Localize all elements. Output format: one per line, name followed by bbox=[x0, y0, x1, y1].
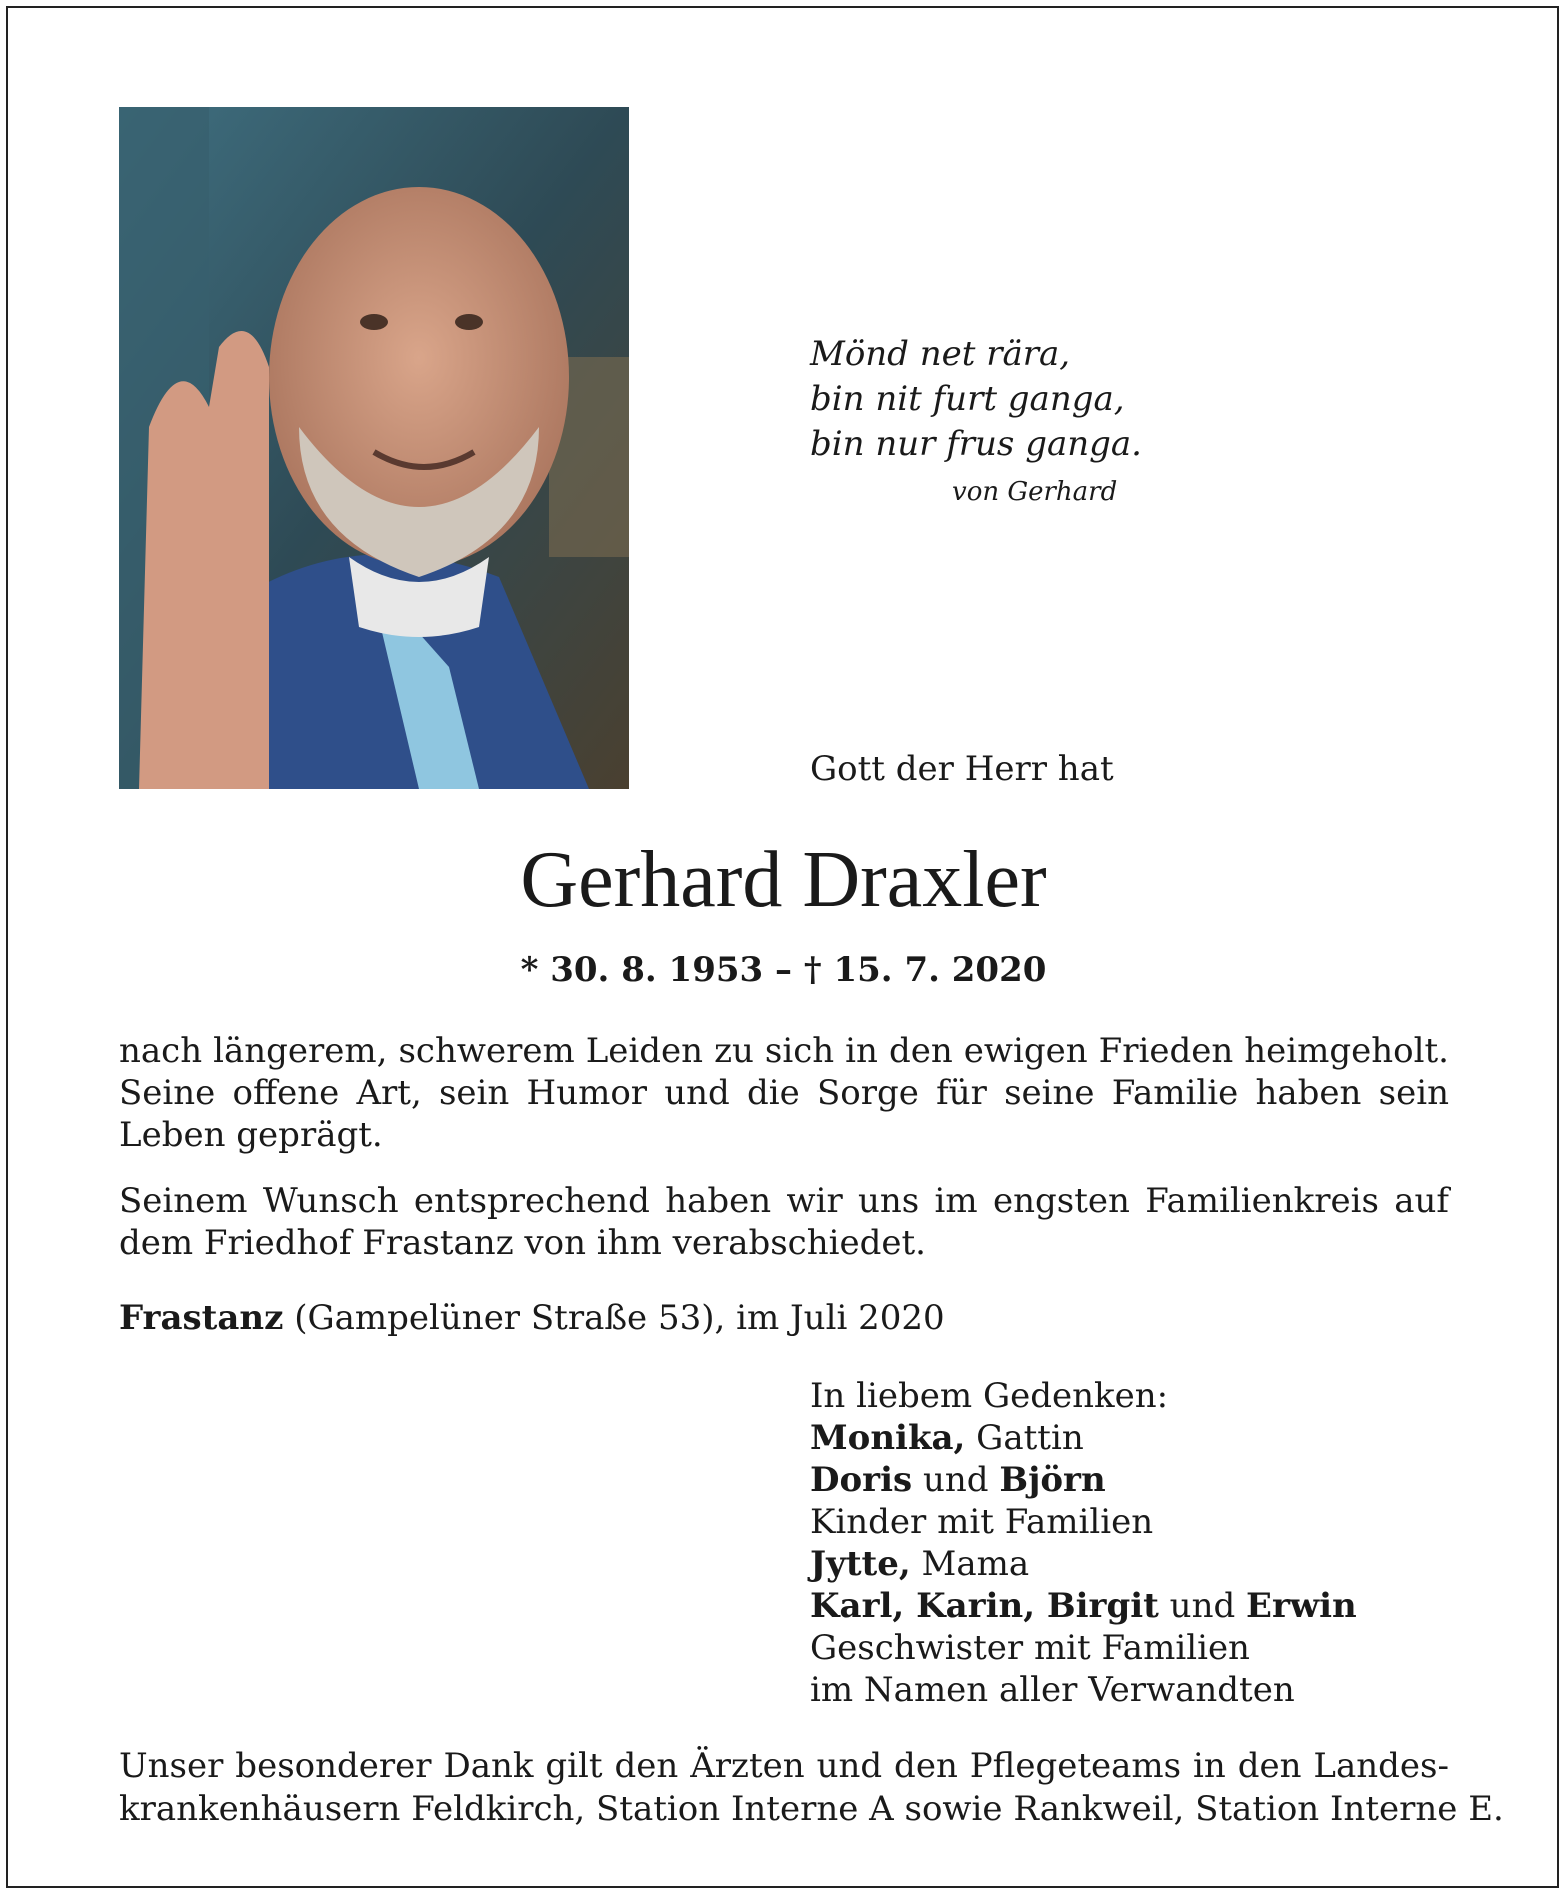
poem-line: bin nur frus ganga. bbox=[810, 424, 1142, 464]
mourner-entry: Jytte, Mama bbox=[810, 1544, 1030, 1584]
poem-line: Mönd net rära, bbox=[810, 334, 1071, 374]
mourners-list bbox=[810, 1375, 1357, 1711]
intro-text: Gott der Herr hat bbox=[810, 749, 1114, 789]
portrait-photo bbox=[119, 107, 629, 789]
poem bbox=[810, 332, 1142, 467]
body-paragraph: Seinem Wunsch entsprechend haben wir uns im engsten Familienkreis auf dem Friedhof Frastanz von ihm verabschiedet. bbox=[119, 1181, 1449, 1263]
deceased-name: Gerhard Draxler bbox=[520, 836, 1047, 924]
thanks-line: Unser besonderer Dank gilt den Ärzten und den Pflegeteams in den Landes- bbox=[119, 1746, 1449, 1786]
mourner-entry: Monika, Gattin bbox=[810, 1418, 1084, 1458]
body-paragraph: nach längerem, schwerem Leiden zu sich in den ewigen Frieden heimgeholt. Seine offene Art, sein Humor und die Sorge für seine Familie haben sein Leben geprägt. bbox=[119, 1031, 1449, 1155]
poem-author: von Gerhard bbox=[952, 477, 1118, 507]
mourner-entry: Karl, Karin, Birgit und Erwin bbox=[810, 1586, 1357, 1626]
place-town: Frastanz bbox=[119, 1298, 284, 1338]
mourner-relation: Kinder mit Familien bbox=[810, 1502, 1154, 1542]
mourner-entry: Doris und Björn bbox=[810, 1460, 1106, 1500]
thanks-line: krankenhäusern Feldkirch, Station Interne A sowie Rankweil, Station Interne E. bbox=[119, 1789, 1504, 1829]
life-dates: * 30. 8. 1953 – † 15. 7. 2020 bbox=[520, 950, 1047, 990]
mourner-relation: Geschwister mit Familien bbox=[810, 1628, 1250, 1668]
place-date bbox=[119, 1298, 945, 1338]
mourners-heading: In liebem Gedenken: bbox=[810, 1376, 1169, 1416]
thanks-note bbox=[119, 1745, 1504, 1831]
place-address-date: (Gampelüner Straße 53), im Juli 2020 bbox=[283, 1298, 945, 1338]
poem-line: bin nit furt ganga, bbox=[810, 379, 1125, 419]
mourner-relation: im Namen aller Verwandten bbox=[810, 1670, 1295, 1710]
